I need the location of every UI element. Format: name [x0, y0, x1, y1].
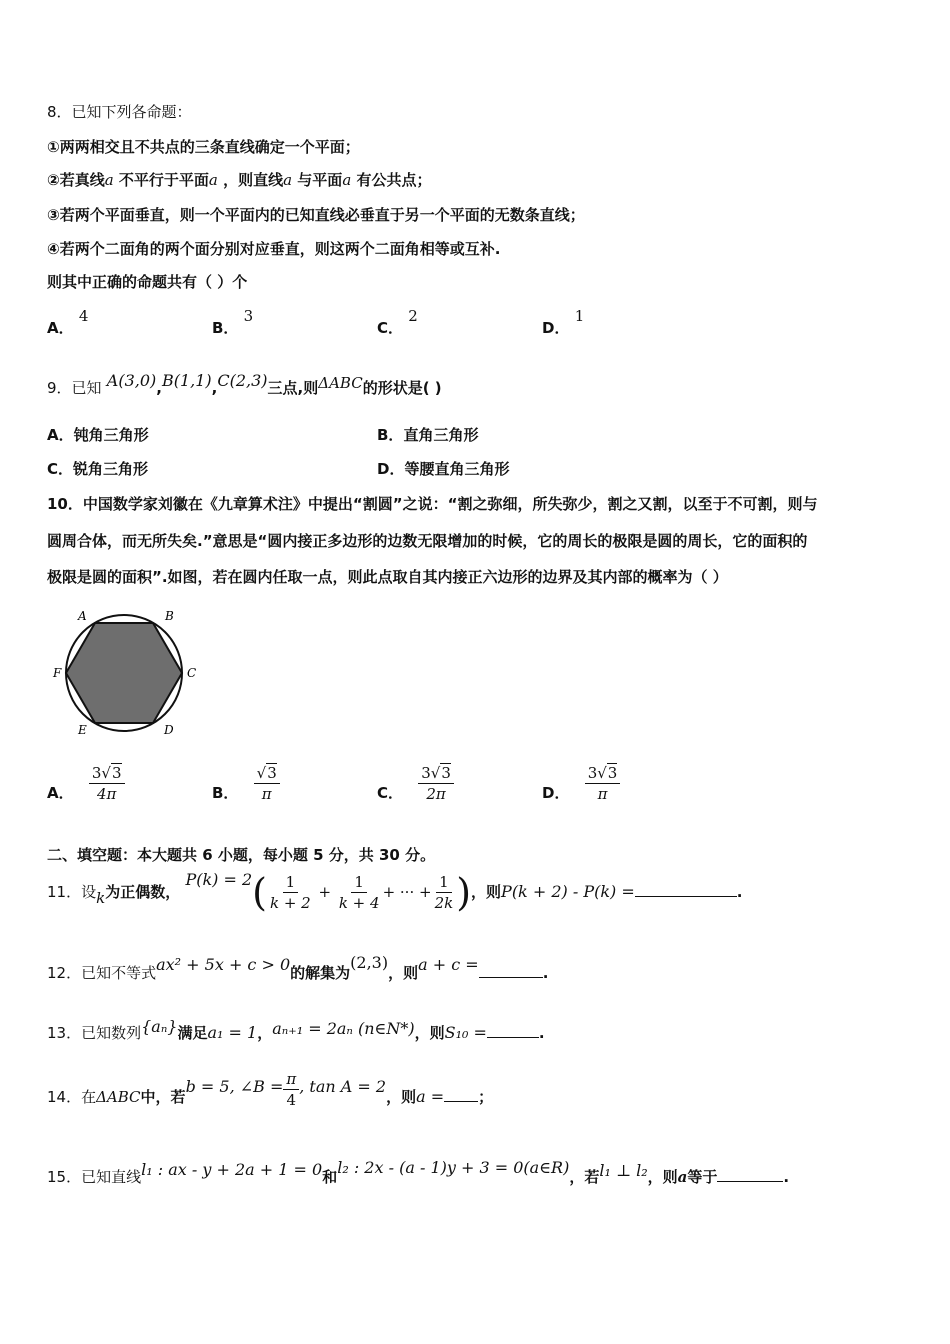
- label-e: E: [78, 723, 87, 737]
- label-a: A: [78, 609, 87, 623]
- q10-option-b[interactable]: B． $\frac{√3}{\pi}$: [212, 763, 280, 804]
- q10-option-c[interactable]: C． $\frac{3√3}{2\pi}$: [377, 763, 454, 804]
- q8-prop-2: ②若真线a 不平行于平面a ，则直线a 与平面a 有公共点；: [47, 171, 432, 189]
- q15: 15．已知直线l₁ : ax - y + 2a + 1 = 0和l₂ : 2x - (a - 1)y + 3 = 0(a∈R)，若l₁ ⊥ l₂，则a等于 .: [47, 1158, 790, 1186]
- q12: 12．已知不等式ax² + 5x + c > 0的解集为(2,3)，则a + c = .: [47, 953, 549, 982]
- q8-prop-1: ①两两相交且不共点的三条直线确定一个平面；: [47, 138, 360, 156]
- q8-option-d[interactable]: D． 1: [542, 307, 585, 337]
- label-b: B: [165, 609, 174, 623]
- q11-answer-blank[interactable]: [635, 882, 737, 897]
- label-f: F: [53, 666, 62, 680]
- hexagon: [66, 623, 182, 723]
- section-2-heading: 二、填空题：本大题共 6 小题，每小题 5 分，共 30 分。: [47, 846, 436, 864]
- q9-stem: 9．已知 A(3,0),B(1,1),C(2,3)三点,则ΔABC的形状是( ): [47, 371, 442, 397]
- q8-prop-3: ③若两个平面垂直，则一个平面内的已知直线必垂直于另一个平面的无数条直线；: [47, 206, 585, 224]
- q10-line-2: 圆周合体，而无所失矣.”意思是“圆内接正多边形的边数无限增加的时候，它的周长的极限是圆的周长，它的面积的: [47, 532, 808, 550]
- q8-option-a[interactable]: A． 4: [47, 307, 89, 337]
- q9-option-a[interactable]: A．钝角三角形: [47, 426, 149, 444]
- q13: 13．已知数列{aₙ}满足a₁ = 1，aₙ₊₁ = 2aₙ (n∈N*)，则S₁₀ = .: [47, 1017, 545, 1042]
- q10-option-d[interactable]: D． $\frac{3√3}{\pi}$: [542, 763, 620, 804]
- q12-answer-blank[interactable]: [479, 963, 543, 978]
- q8-stem: 8．已知下列各命题：: [47, 103, 192, 121]
- q8-option-c[interactable]: C． 2: [377, 307, 418, 337]
- q10-line-3: 极限是圆的面积”.如图，若在圆内任取一点，则此点取自其内接正六边形的边界及其内部的概率为（ ）: [47, 568, 728, 586]
- q13-answer-blank[interactable]: [487, 1023, 539, 1038]
- q8-option-b[interactable]: B． 3: [212, 307, 254, 337]
- q15-answer-blank[interactable]: [717, 1167, 783, 1182]
- q8-prop-4: ④若两个二面角的两个面分别对应垂直，则这两个二面角相等或互补.: [47, 240, 501, 258]
- q14: 14．在ΔABC中，若b = 5, ∠B = $\frac{\pi}{4}$ , tan A = 2，则a = ；: [47, 1070, 494, 1109]
- q10-option-a[interactable]: A． $\frac{3√3}{4\pi}$: [47, 763, 125, 804]
- label-c: C: [187, 666, 197, 680]
- q11: 11．设k为正偶数， P(k) = 2( $\frac{1}{k + 2}$ + $\frac{1}{k + 4}$ + ··· + $\frac{1}{2k}$ )，则P(k + 2) - P(k) = .: [47, 870, 743, 915]
- hexagon-in-circle-figure: [50, 606, 210, 738]
- q14-answer-blank[interactable]: [444, 1087, 478, 1102]
- q10-line-1: 10．中国数学家刘徽在《九章算术注》中提出“割圆”之说：“割之弥细，所失弥少，割之又割，以至于不可割，则与: [47, 495, 818, 513]
- q9-option-d[interactable]: D．等腰直角三角形: [377, 460, 510, 478]
- q9-option-c[interactable]: C．锐角三角形: [47, 460, 149, 478]
- q9-option-b[interactable]: B．直角三角形: [377, 426, 479, 444]
- q8-question: 则其中正确的命题共有（ ）个: [47, 273, 248, 291]
- label-d: D: [164, 723, 174, 737]
